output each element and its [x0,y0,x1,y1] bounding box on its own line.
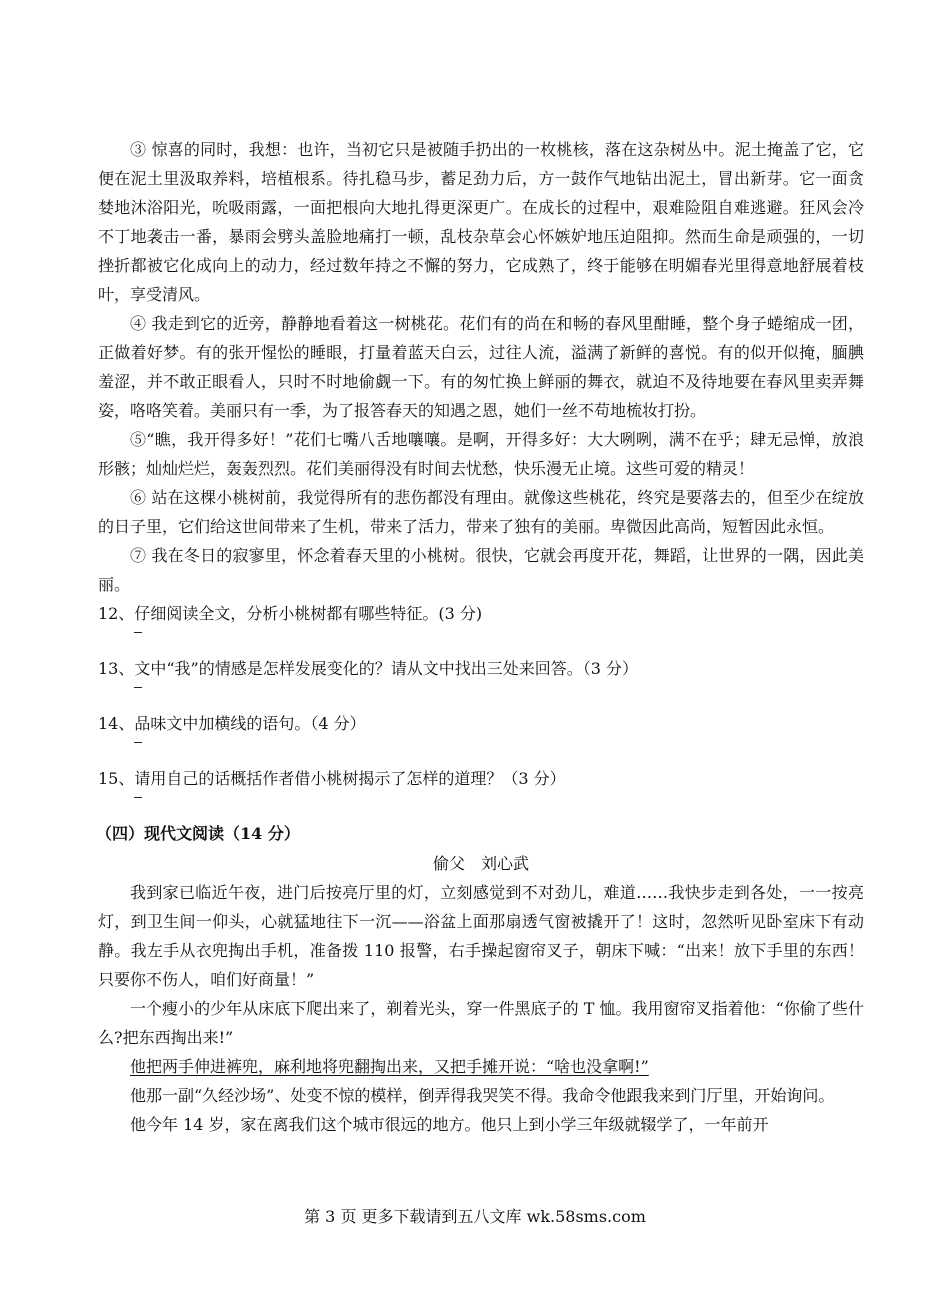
question-13: 13、文中“我”的情感是怎样发展变化的？请从文中找出三处来回答。（3 分） [98,659,638,678]
section-heading: （四）现代文阅读（14 分） [96,824,300,843]
passage-continuation [98,135,864,1139]
answer-blank-14[interactable] [98,738,864,764]
question-15: 15、请用自己的话概括作者借小桃树揭示了怎样的道理？（3 分） [98,769,566,788]
story-paragraph-4: 他那一副“久经沙场”、处变不惊的模样，倒弄得我哭笑不得。我命令他跟我来到门厅里，开始询问。 [130,1086,835,1105]
paragraph-4: ④ 我走到它的近旁，静静地看着这一树桃花。花们有的尚在和畅的春风里酣睡，整个身子蜷缩成一团，正做着好梦。有的张开惺忪的睡眼，打量着蓝天白云，过往人流，溢满了新鲜的喜悦。有的似开似掩，腼腆羞涩，并不敢正眼看人，只时不时地偷觑一下。有的匆忙换上鲜丽的舞衣，就迫不及待地要在春风里卖弄舞姿，咯咯笑着。美丽只有一季，为了报答春天的知遇之恩，她们一丝不苟地梳妆打扮。 [98,314,864,420]
answer-blank-15[interactable] [98,793,864,819]
paragraph-3: ③ 惊喜的同时，我想：也许，当初它只是被随手扔出的一枚桃核，落在这杂树丛中。泥土掩盖了它，它便在泥土里汲取养料，培植根系。待扎稳马步，蓄足劲力后，方一鼓作气地钻出泥土，冒出新芽。它一面贪婪地沐浴阳光，吮吸雨露，一面把根向大地扎得更深更广。在成长的过程中，艰难险阻自难逃避。狂风会冷不丁地袭击一番，暴雨会劈头盖脸地痛打一顿，乱枝杂草会心怀嫉妒地压迫阻抑。然而生命是顽强的，一切挫折都被它化成向上的动力，经过数年持之不懈的努力，它成熟了，终于能够在明媚春光里得意地舒展着枝叶，享受清风。 [98,140,864,304]
answer-blank-13[interactable] [98,683,864,709]
story-paragraph-5: 他今年 14 岁，家在离我们这个城市很远的地方。他只上到小学三年级就辍学了，一年前开 [130,1115,769,1134]
paragraph-5: ⑤“瞧，我开得多好！”花们七嘴八舌地嚷嚷。是啊，开得多好：大大咧咧，满不在乎；肆无忌惮，放浪形骸；灿灿烂烂，轰轰烈烈。花们美丽得没有时间去忧愁，快乐漫无止境。这些可爱的精灵！ [98,430,864,478]
story-paragraph-3-wrap [98,1052,864,1081]
story-paragraph-1: 我到家已临近午夜，进门后按亮厅里的灯，立刻感觉到不对劲儿，难道……我快步走到各处，一一按亮灯，到卫生间一仰头，心就猛地往下一沉——浴盆上面那扇透气窗被撬开了！这时，忽然听见卧室床下有动静。我左手从衣兜掏出手机，准备拨 110 报警，右手操起窗帘叉子，朝床下喊：“出来！放下手里的东西！只要你不伤人，咱们好商量！” [98,883,864,989]
answer-blank-12[interactable] [98,628,864,654]
question-12: 12、仔细阅读全文，分析小桃树都有哪些特征。(3 分) [98,604,483,623]
question-14: 14、品味文中加横线的语句。（4 分） [98,714,366,733]
underlined-sentence: 他把两手伸进裤兜，麻利地将兜翻掏出来，又把手摊开说：“啥也没拿啊!” [130,1057,649,1076]
paragraph-7: ⑦ 我在冬日的寂寥里，怀念着春天里的小桃树。很快，它就会再度开花，舞蹈，让世界的一隅，因此美丽。 [98,546,864,594]
story-paragraph-2: 一个瘦小的少年从床底下爬出来了，剃着光头，穿一件黑底子的 T 恤。我用窗帘叉指着他：“你偷了些什么?把东西掏出来!” [98,999,864,1047]
article-title: 偷父 刘心武 [432,854,529,873]
page-footer: 第 3 页 更多下载请到五八文库 wk.58sms.com [304,1207,646,1226]
paragraph-6: ⑥ 站在这棵小桃树前，我觉得所有的悲伤都没有理由。就像这些桃花，终究是要落去的，但至少在绽放的日子里，它们给这世间带来了生机，带来了活力，带来了独有的美丽。卑微因此高尚，短暂因此永恒。 [98,488,864,536]
